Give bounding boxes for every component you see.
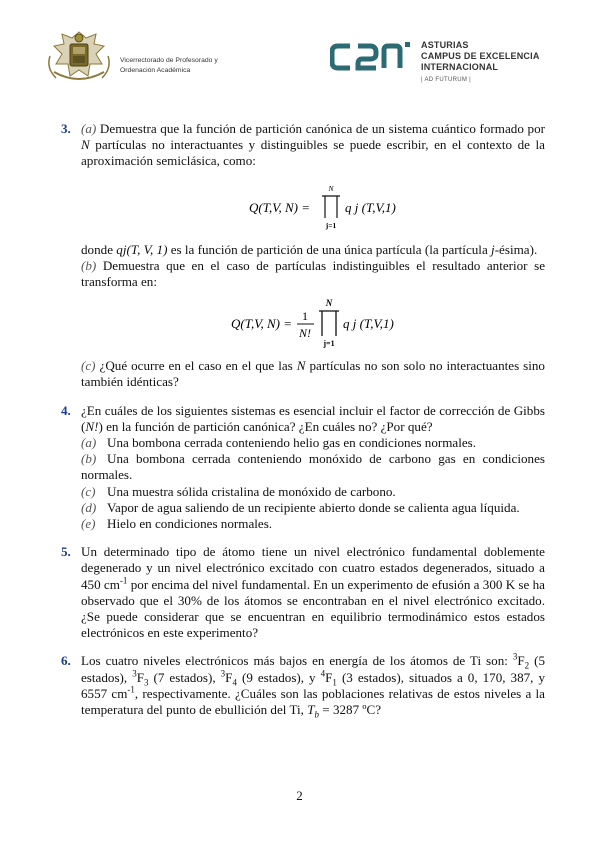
term-letter: F bbox=[325, 669, 333, 685]
text-segment: partículas no son solo no interactuantes sino también idénticas? bbox=[81, 358, 545, 390]
campus-line-3: INTERNACIONAL bbox=[421, 62, 499, 72]
superscript: -1 bbox=[127, 684, 135, 695]
eq2-prod-lower: j=1 bbox=[323, 339, 335, 349]
vice-line-1: Vicerrectorado de Profesorado y bbox=[120, 57, 218, 64]
problem-number: 3. bbox=[61, 121, 71, 136]
text-segment: Demuestra que en el caso de partículas indistinguibles el resultado anterior se transforma en: bbox=[81, 257, 546, 290]
eq2-rhs: q j (T,V,1) bbox=[343, 316, 394, 332]
term-sub: 1 bbox=[332, 677, 337, 688]
campus-c24-logo bbox=[330, 40, 412, 74]
problem-3b bbox=[81, 258, 545, 290]
item-tag: (a) bbox=[81, 435, 97, 451]
product-symbol bbox=[319, 311, 339, 336]
text-segment: partículas no interactuantes y distinguibles se puede escribir, en el contexto de la aproximación semiclásica, como: bbox=[81, 137, 545, 169]
problem-3-donde bbox=[81, 242, 545, 258]
equation-2 bbox=[81, 296, 545, 348]
term-note: (3 estados), situados a 0, 170, 387, y 6557 cm bbox=[81, 669, 545, 701]
term-letter: F bbox=[136, 669, 144, 685]
problem-4-item-c bbox=[81, 484, 545, 500]
item-text: Vapor de agua saliendo de un recipiente abierto donde se calienta agua líquida. bbox=[107, 499, 520, 515]
n-factorial: N! bbox=[85, 418, 99, 434]
problem-6-text bbox=[81, 653, 545, 718]
tb-symbol: T bbox=[307, 702, 315, 718]
campus-text bbox=[421, 40, 540, 86]
problem-4-intro bbox=[81, 403, 545, 435]
term-note: (5 estados), bbox=[81, 653, 545, 685]
eq2-lhs: Q(T,V, N) = bbox=[231, 316, 293, 332]
text-segment: es la función de partición de una única partícula (la partícula bbox=[170, 241, 488, 257]
problem-number: 4. bbox=[61, 402, 71, 418]
text-segment: por encima del nivel fundamental. En un experimento de efusión a 300 K se ha observado que el 30% de los átomos se encontraban en el nivel electrónico excitado. ¿Se puede considerar que se encuentran en equilibrio termodinámico estos estados electrónicos en este experimento? bbox=[81, 576, 545, 641]
ad-futurum-tag: | AD FUTURUM | bbox=[421, 77, 471, 83]
equation-1 bbox=[81, 182, 545, 230]
term-note: (7 estados), bbox=[153, 669, 216, 685]
text-segment: donde bbox=[81, 241, 113, 257]
problem-3 bbox=[61, 121, 545, 391]
superscript: -1 bbox=[119, 575, 128, 586]
problem-3c bbox=[81, 358, 545, 390]
var-j: j bbox=[491, 241, 495, 257]
problem-4-item-b bbox=[81, 451, 545, 483]
term-letter: F bbox=[225, 669, 233, 685]
item-text: Una muestra sólida cristalina de monóxido de carbono. bbox=[107, 483, 396, 499]
item-text: Hielo en condiciones normales. bbox=[107, 516, 273, 532]
vice-line-2: Ordenación Académica bbox=[120, 67, 191, 74]
text-segment: Demuestra que la función de partición canónica de un sistema cuántico formado por bbox=[99, 121, 545, 136]
problem-number: 6. bbox=[61, 653, 71, 669]
problem-4 bbox=[61, 403, 545, 533]
text-segment: Un determinado tipo de átomo tiene un nivel electrónico fundamental doblemente degenerado y un nivel electrónico excitado con cuatro estados degenerados, situado a 450 cm bbox=[81, 544, 545, 592]
campus-line-1: ASTURIAS bbox=[421, 40, 469, 50]
vicerrectorado-label bbox=[120, 56, 240, 76]
eq2-fraction-den: N! bbox=[299, 326, 311, 341]
term-sup: 3 bbox=[220, 668, 226, 679]
term-sub: 3 bbox=[144, 677, 149, 688]
text-segment: ¿En cuáles de los siguientes sistemas es esencial incluir el factor de corrección de Gibbs ( bbox=[81, 402, 545, 434]
item-tag: (b) bbox=[81, 451, 97, 467]
problem-4-item-e bbox=[81, 516, 545, 532]
text-segment: ¿Qué ocurre en el caso en el que las bbox=[99, 358, 293, 374]
term-sup: 4 bbox=[320, 668, 326, 679]
text-segment: -ésima). bbox=[494, 241, 538, 257]
term-sub: 4 bbox=[232, 677, 237, 688]
problem-number: 5. bbox=[61, 544, 71, 560]
product-symbol bbox=[322, 196, 340, 218]
problem-5-text bbox=[81, 544, 545, 641]
term-sup: 3 bbox=[512, 652, 518, 663]
problem-5 bbox=[61, 544, 545, 641]
eq2-prod-upper: N bbox=[325, 298, 333, 309]
problem-6 bbox=[61, 653, 545, 718]
term-letter: F bbox=[517, 653, 525, 669]
part-tag: (c) bbox=[81, 358, 96, 374]
problem-list bbox=[61, 121, 545, 730]
term-sub: 2 bbox=[524, 661, 530, 672]
text-segment: Los cuatro niveles electrónicos más bajos en energía de los átomos de Ti son: bbox=[81, 653, 508, 669]
eq1-rhs: q j (T,V,1) bbox=[345, 199, 396, 215]
part-tag: (b) bbox=[81, 257, 97, 273]
term-sup: 3 bbox=[132, 668, 137, 679]
part-tag: (a) bbox=[81, 121, 97, 136]
eq1-prod-lower: j=1 bbox=[325, 220, 337, 230]
item-tag: (d) bbox=[81, 499, 97, 515]
item-text: Una bombona cerrada conteniendo helio gas en condiciones normales. bbox=[107, 435, 477, 451]
campus-line-2: CAMPUS DE EXCELENCIA bbox=[421, 51, 540, 61]
problem-3a bbox=[81, 121, 545, 170]
item-text: Una bombona cerrada conteniendo monóxido de carbono gas en condiciones normales. bbox=[81, 451, 545, 483]
item-tag: (e) bbox=[81, 516, 96, 532]
eq2-fraction-num: 1 bbox=[302, 309, 308, 324]
problem-4-item-d bbox=[81, 500, 545, 516]
tb-subscript: b bbox=[314, 709, 319, 720]
problem-4-item-a bbox=[81, 435, 545, 451]
term-note: (9 estados), y bbox=[241, 669, 316, 685]
text-segment: ) en la función de partición canónica? ¿En cuáles no? ¿Por qué? bbox=[98, 418, 433, 434]
var-n: N bbox=[81, 137, 90, 153]
qj-symbol: qj(T, V, 1) bbox=[116, 241, 168, 257]
var-n: N bbox=[296, 358, 306, 374]
eq1-lhs: Q(T,V, N) = bbox=[249, 199, 311, 215]
university-seal-logo bbox=[44, 26, 114, 86]
text-segment: , respectivamente. ¿Cuáles son las poblaciones relativas de estos niveles a la temperatura del punto de ebullición del Ti, bbox=[81, 685, 545, 718]
page-number: 2 bbox=[296, 788, 303, 803]
text-segment: = 3287 ºC? bbox=[322, 702, 382, 718]
eq1-prod-upper: N bbox=[328, 183, 334, 193]
item-tag: (c) bbox=[81, 483, 96, 499]
